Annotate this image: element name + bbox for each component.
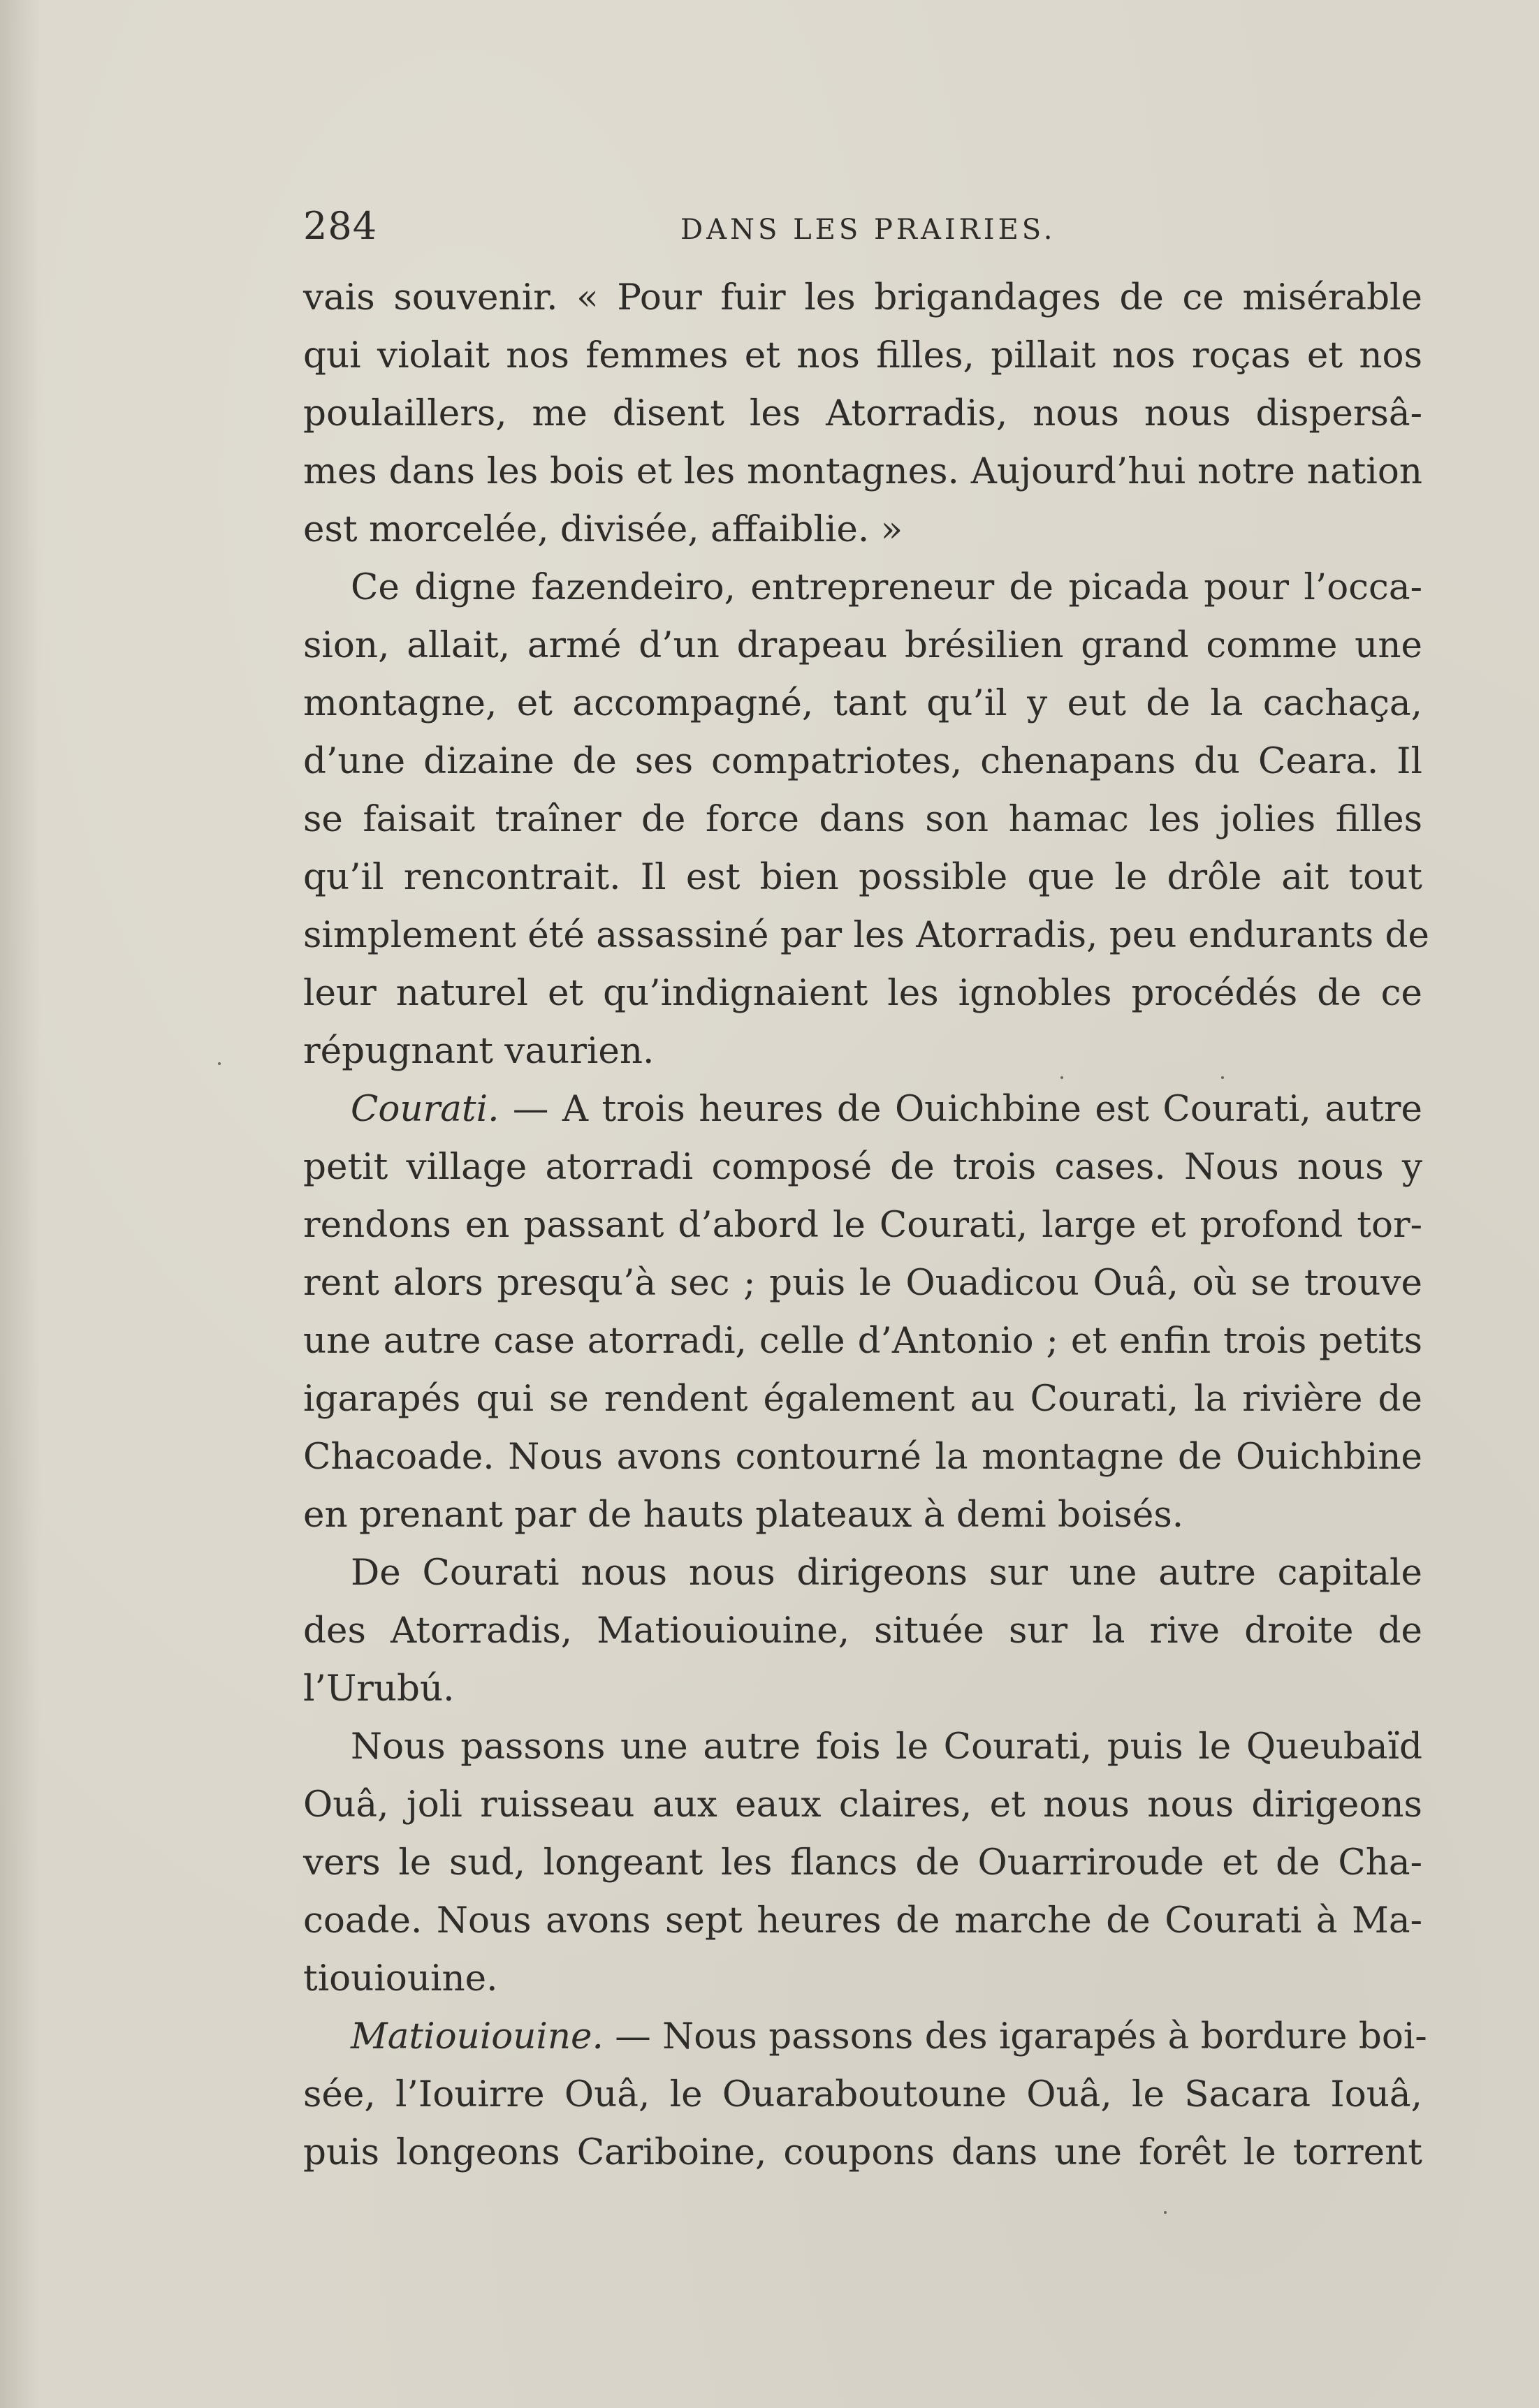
- text-line: sée, l’Iouirre Ouâ, le Ouaraboutoune Ouâ, le Sacara Iouâ,: [303, 2073, 1422, 2115]
- text-line: montagne, et accompagné, tant qu’il y eut de la cachaça,: [303, 682, 1422, 724]
- text-line: vers le sud, longeant les flancs de Ouarriroude et de Cha-: [303, 1842, 1422, 1884]
- page-number: 284: [303, 204, 378, 248]
- text-line: vais souvenir. « Pour fuir les brigandages de ce misérable: [303, 277, 1422, 318]
- text-line: en prenant par de hauts plateaux à demi boisés.: [303, 1494, 1184, 1536]
- text-line: puis longeons Cariboine, coupons dans une forêt le torrent: [303, 2131, 1422, 2173]
- paper-speck: [1060, 1076, 1063, 1079]
- text-line: mes dans les bois et les montagnes. Aujourd’hui notre nation: [303, 450, 1422, 492]
- line-text: — A trois heures de Ouichbine est Courati, autre: [499, 1088, 1422, 1130]
- paper-speck: [1221, 1076, 1224, 1079]
- text-line: des Atorradis, Matiouiouine, située sur la rive droite de: [303, 1610, 1422, 1652]
- paragraph-start-line: De Courati nous nous dirigeons sur une autre capitale: [351, 1552, 1422, 1594]
- text-line: répugnant vaurien.: [303, 1030, 655, 1072]
- paper-speck: [1164, 2211, 1167, 2214]
- line-text: — Nous passons des igarapés à bordure boi-: [603, 2016, 1427, 2057]
- text-line: simplement été assassiné par les Atorradis, peu endurants de: [303, 914, 1429, 956]
- text-line: se faisait traîner de force dans son hamac les jolies filles: [303, 798, 1422, 840]
- paragraph-start-line: [303, 2008, 1427, 2066]
- text-line: poulaillers, me disent les Atorradis, nous nous dispersâ-: [303, 392, 1422, 434]
- text-line: l’Urubú.: [303, 1668, 455, 1710]
- text-line: Ouâ, joli ruisseau aux eaux claires, et nous nous dirigeons: [303, 1784, 1422, 1826]
- text-line: petit village atorradi composé de trois cases. Nous nous y: [303, 1146, 1422, 1188]
- text-line: rent alors presqu’à sec ; puis le Ouadicou Ouâ, où se trouve: [303, 1262, 1422, 1304]
- text-line: est morcelée, divisée, affaiblie. »: [303, 508, 903, 550]
- text-line: d’une dizaine de ses compatriotes, chenapans du Ceara. Il: [303, 740, 1422, 782]
- text-line: une autre case atorradi, celle d’Antonio ; et enfin trois petits: [303, 1320, 1422, 1362]
- text-line: Chacoade. Nous avons contourné la montagne de Ouichbine: [303, 1436, 1422, 1478]
- body-text: [303, 269, 1429, 2182]
- section-heading-courati: Courati.: [351, 1088, 499, 1130]
- page-binding-shadow: [0, 0, 41, 2408]
- text-line: leur naturel et qu’indignaient les ignobles procédés de ce: [303, 972, 1422, 1014]
- paragraph-start-line: [303, 1080, 1422, 1138]
- text-line: tiouiouine.: [303, 1958, 498, 1999]
- text-line: igarapés qui se rendent également au Courati, la rivière de: [303, 1378, 1422, 1420]
- text-line: rendons en passant d’abord le Courati, large et profond tor-: [303, 1204, 1422, 1246]
- text-line: qu’il rencontrait. Il est bien possible que le drôle ait tout: [303, 856, 1422, 898]
- paragraph-start-line: Ce digne fazendeiro, entrepreneur de picada pour l’occa-: [351, 566, 1422, 608]
- section-heading-matiouiouine: Matiouiouine.: [351, 2016, 604, 2057]
- text-line: qui violait nos femmes et nos filles, pillait nos roças et nos: [303, 335, 1422, 376]
- text-line: sion, allait, armé d’un drapeau brésilien grand comme une: [303, 624, 1422, 666]
- running-head: DANS LES PRAIRIES.: [680, 214, 1056, 246]
- paragraph-start-line: Nous passons une autre fois le Courati, puis le Queubaïd: [351, 1726, 1422, 1768]
- page-header: [303, 198, 1421, 254]
- text-line: coade. Nous avons sept heures de marche de Courati à Ma-: [303, 1900, 1422, 1941]
- paper-speck: [218, 1062, 221, 1065]
